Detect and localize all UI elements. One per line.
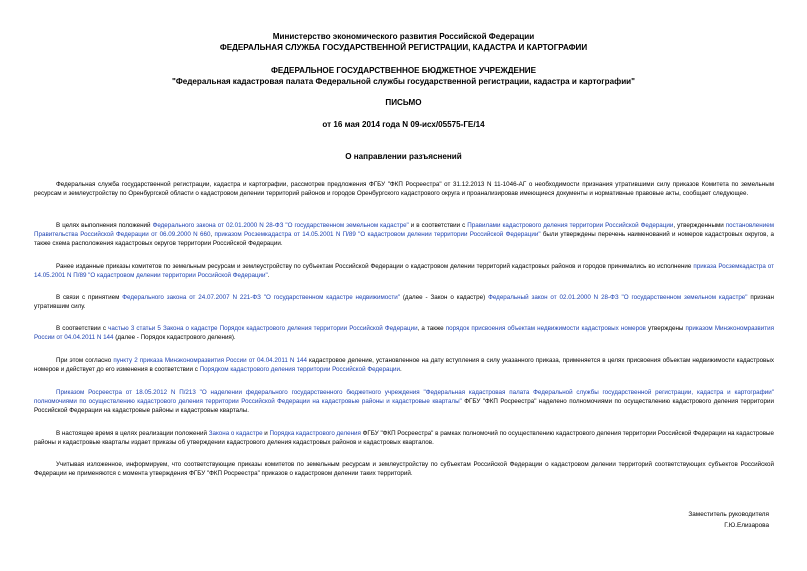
doc-type-heading: ПИСЬМО — [385, 98, 422, 107]
paragraph-text: (далее - Порядок кадастрового деления). — [113, 334, 236, 341]
link-order-144[interactable]: приказом Минэкономразвития России от 04.04.2011 N 144 — [34, 325, 774, 341]
link-cadastre-law[interactable]: Закона о кадастре — [208, 430, 263, 437]
paragraph-text: Ранее изданные приказы комитетов по земельным ресурсам и землеустройству по субъектам Российской Федерации о кадастровом делении территорий кадастровых районов и городов принимались во исполнение — [56, 263, 694, 270]
paragraph-text: признан утратившим силу. — [34, 294, 774, 310]
link-order-144-item-2[interactable]: пункту 2 приказа Минэкономразвития России от 04.04.2011 N 144 — [113, 357, 307, 364]
institution-name-heading: "Федеральная кадастровая палата Федеральной службы государственной регистрации, кадастра и картографии" — [172, 77, 635, 86]
doc-date-heading: от 16 мая 2014 года N 09-исх/05575-ГЕ/14 — [322, 120, 485, 129]
paragraph-text: В целях выполнения положений — [56, 222, 153, 229]
link-cadastral-division-rules[interactable]: Правилами кадастрового деления территории Российской Федерации — [467, 222, 674, 229]
link-order-p213[interactable]: Приказом Росреестра от 18.05.2012 N П/213 "О наделении федерального государственного бюджетного учреждения "Федеральная кадастровая палата Федеральной службы государственной регистрации, кадастра и картографии" полномочиями по осуществлению кадастрового деления территории Российской Федерации на кадастровые районы и кадастровые кварталы" — [34, 389, 774, 405]
link-law-28fz[interactable]: Федерального закона от 02.01.2000 N 28-ФЗ "О государственном земельном кадастре" — [152, 222, 409, 229]
link-cadastre-law-article-5[interactable]: частью 3 статьи 5 Закона о кадастре — [108, 325, 218, 332]
signature-position: Заместитель руководителя — [688, 511, 769, 518]
paragraph-text: , утвержденными — [673, 222, 726, 229]
paragraph-text: , а также — [417, 325, 446, 332]
link-government-decree-660[interactable]: постановлением Правительства Российской Федерации от 06.09.2000 N 660 — [34, 222, 774, 238]
link-cadastral-division-procedure[interactable]: Порядка кадастрового деления — [269, 430, 361, 437]
link-law-28fz[interactable]: Федеральный закон от 02.01.2000 N 28-ФЗ "О государственном земельном кадастре" — [488, 294, 748, 301]
link-cadastral-numbering-procedure[interactable]: порядок присвоения объектам недвижимости кадастровых номеров — [445, 325, 646, 332]
paragraph-text: Федеральная служба государственной регистрации, кадастра и картографии, рассмотрев предложения ФГБУ "ФКП Росреестра" от 31.12.2013 N 11-1046-АГ о необходимости признания утратившими силу приказов Комитета по земельным ресурсам и землеустройству по Оренбургской области о кадастровом делении территорий районов и городов Оренбургского кадастрового округа и проанализировав имеющиеся документы и нормативные правовые акты, сообщает следующее. — [34, 181, 774, 197]
paragraph-text: ФГБУ "ФКП Росреестра" наделено полномочиями по осуществлению кадастрового деления территории Российской Федерации на кадастровые районы и кадастровые кварталы. — [34, 398, 774, 414]
paragraph-text: утверждены — [645, 325, 686, 332]
paragraph-5 — [34, 324, 774, 342]
paragraph-1 — [34, 180, 774, 198]
institution-heading: ФЕДЕРАЛЬНОЕ ГОСУДАРСТВЕННОЕ БЮДЖЕТНОЕ УЧРЕЖДЕНИЕ — [270, 66, 537, 75]
paragraph-text: . — [267, 272, 270, 279]
paragraph-6 — [34, 356, 774, 374]
link-cadastral-division-procedure[interactable]: Порядком кадастрового деления территории Российской Федерации — [199, 366, 401, 373]
paragraph-text: были утверждены перечень наименований и номеров кадастровых округов, а также схема расположения кадастровых округов территории Российской Федерации. — [34, 231, 774, 247]
paragraph-7 — [34, 388, 774, 415]
paragraph-text: ФГБУ "ФКП Росреестра" в рамках полномочий по осуществлению кадастрового деления территории Российской Федерации на кадастровые районы и кадастровые кварталы издает приказы об утверждении кадастрового деления кадастровых районов и кадастровых кварталов. — [34, 430, 774, 446]
paragraph-text: Учитывая изложенное, информируем, что соответствующие приказы комитетов по земельным ресурсам и землеустройству по субъектам Российской Федерации о кадастровом делении территорий соответствующих субъектов Российской Федерации не применяются с момента утверждения ФГБУ "ФКП Росреестра" приказов о кадастровом делении таких территорий. — [34, 461, 774, 477]
paragraph-2 — [34, 221, 774, 248]
paragraph-9 — [34, 460, 774, 478]
service-heading: ФЕДЕРАЛЬНАЯ СЛУЖБА ГОСУДАРСТВЕННОЙ РЕГИСТРАЦИИ, КАДАСТРА И КАРТОГРАФИИ — [219, 43, 588, 52]
link-order-p89[interactable]: приказа Росземкадастра от 14.05.2001 N П/89 "О кадастровом делении территории Российской Федерации" — [34, 263, 774, 279]
paragraph-8 — [34, 429, 774, 447]
paragraph-text: При этом согласно — [56, 357, 114, 364]
paragraph-text: и — [262, 430, 270, 437]
link-law-221fz[interactable]: Федерального закона от 24.07.2007 N 221-ФЗ "О государственном кадастре недвижимости" — [122, 294, 400, 301]
paragraph-4 — [34, 293, 774, 311]
signature-name: Г.Ю.Елизарова — [724, 522, 769, 529]
link-cadastral-division-procedure[interactable]: Порядок кадастрового деления территории Российской Федерации — [219, 325, 418, 332]
ministry-heading: Министерство экономического развития Российской Федерации — [272, 32, 535, 41]
paragraph-text: В соответствии с — [56, 325, 109, 332]
paragraph-text: , — [210, 231, 215, 238]
paragraph-text: (далее - Закон о кадастре) — [399, 294, 489, 301]
link-order-p89[interactable]: приказом Росземкадастра от 14.05.2001 N П/89 "О кадастровом делении территории Российской Федерации" — [214, 231, 541, 238]
paragraph-text: кадастровое деление, установленное на дату вступления в силу указанного приказа, применяется в целях присвоения объектам недвижимости кадастровых номеров и действует до его изменения в соответствии с — [34, 357, 774, 373]
paragraph-text: В настоящее время в целях реализации положений — [56, 430, 209, 437]
paragraph-text: В связи с принятием — [56, 294, 123, 301]
subject-heading: О направлении разъяснений — [345, 152, 462, 161]
paragraph-3 — [34, 262, 774, 280]
paragraph-text: . — [400, 366, 402, 373]
paragraph-text: и в соответствии с — [408, 222, 468, 229]
